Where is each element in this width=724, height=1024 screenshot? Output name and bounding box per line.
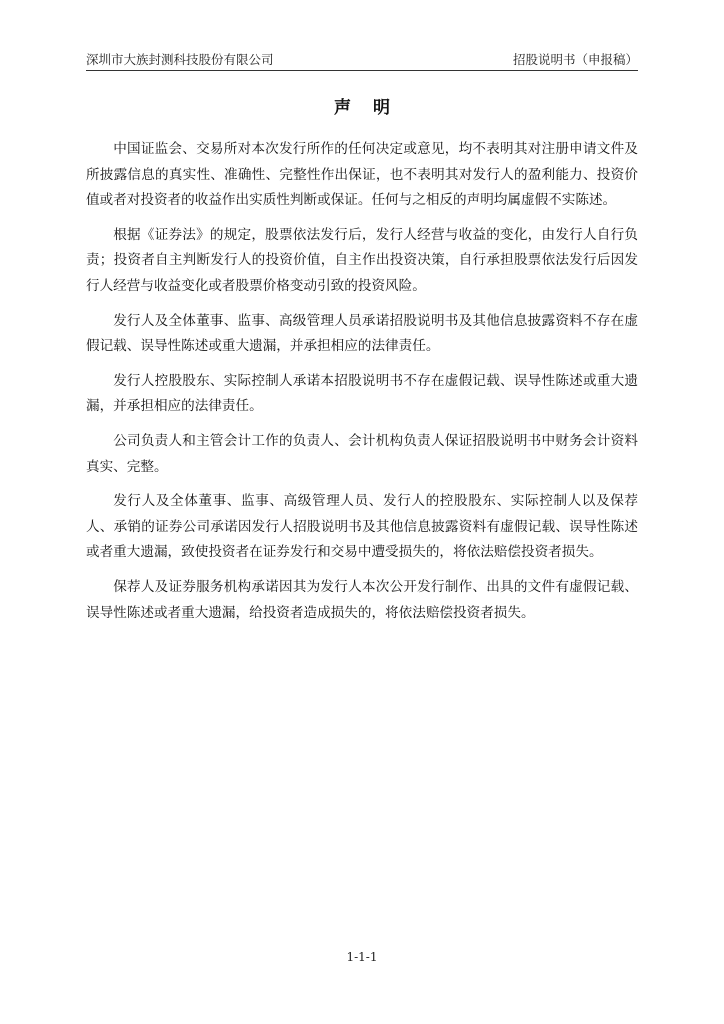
paragraph-6: 发行人及全体董事、监事、高级管理人员、发行人的控股股东、实际控制人以及保荐人、承销的证券公司承诺因发行人招股说明书及其他信息披露资料有虚假记载、误导性陈述或者重大遗漏，致使投资者在证券发行和交易中遭受损失的，将依法赔偿投资者损失。	[86, 493, 638, 561]
header-company-name: 深圳市大族封测科技股份有限公司	[86, 52, 274, 67]
paragraph-3: 发行人及全体董事、监事、高级管理人员承诺招股说明书及其他信息披露资料不存在虚假记载、误导性陈述或重大遗漏，并承担相应的法律责任。	[86, 312, 638, 355]
page-header	[86, 50, 638, 70]
paragraph-1: 中国证监会、交易所对本次发行所作的任何决定或意见，均不表明其对注册申请文件及所披露信息的真实性、准确性、完整性作出保证，也不表明其对发行人的盈利能力、投资价值或者对投资者的收益作出实质性判断或保证。任何与之相反的声明均属虚假不实陈述。	[86, 141, 638, 209]
declaration-body	[86, 137, 638, 635]
header-divider	[86, 70, 638, 71]
paragraph-7: 保荐人及证券服务机构承诺因其为发行人本次公开发行制作、出具的文件有虚假记载、误导性陈述或者重大遗漏，给投资者造成损失的，将依法赔偿投资者损失。	[86, 578, 638, 621]
header-document-type: 招股说明书（申报稿）	[512, 52, 638, 67]
page-title: 声明	[334, 98, 412, 118]
paragraph-2: 根据《证券法》的规定，股票依法发行后，发行人经营与收益的变化，由发行人自行负责；投资者自主判断发行人的投资价值，自主作出投资决策，自行承担股票依法发行后因发行人经营与收益变化或者股票价格变动引致的投资风险。	[86, 226, 638, 294]
paragraph-5: 公司负责人和主管会计工作的负责人、会计机构负责人保证招股说明书中财务会计资料真实、完整。	[86, 432, 638, 475]
page-number: 1-1-1	[346, 950, 378, 964]
paragraph-4: 发行人控股股东、实际控制人承诺本招股说明书不存在虚假记载、误导性陈述或重大遗漏，并承担相应的法律责任。	[86, 372, 638, 415]
